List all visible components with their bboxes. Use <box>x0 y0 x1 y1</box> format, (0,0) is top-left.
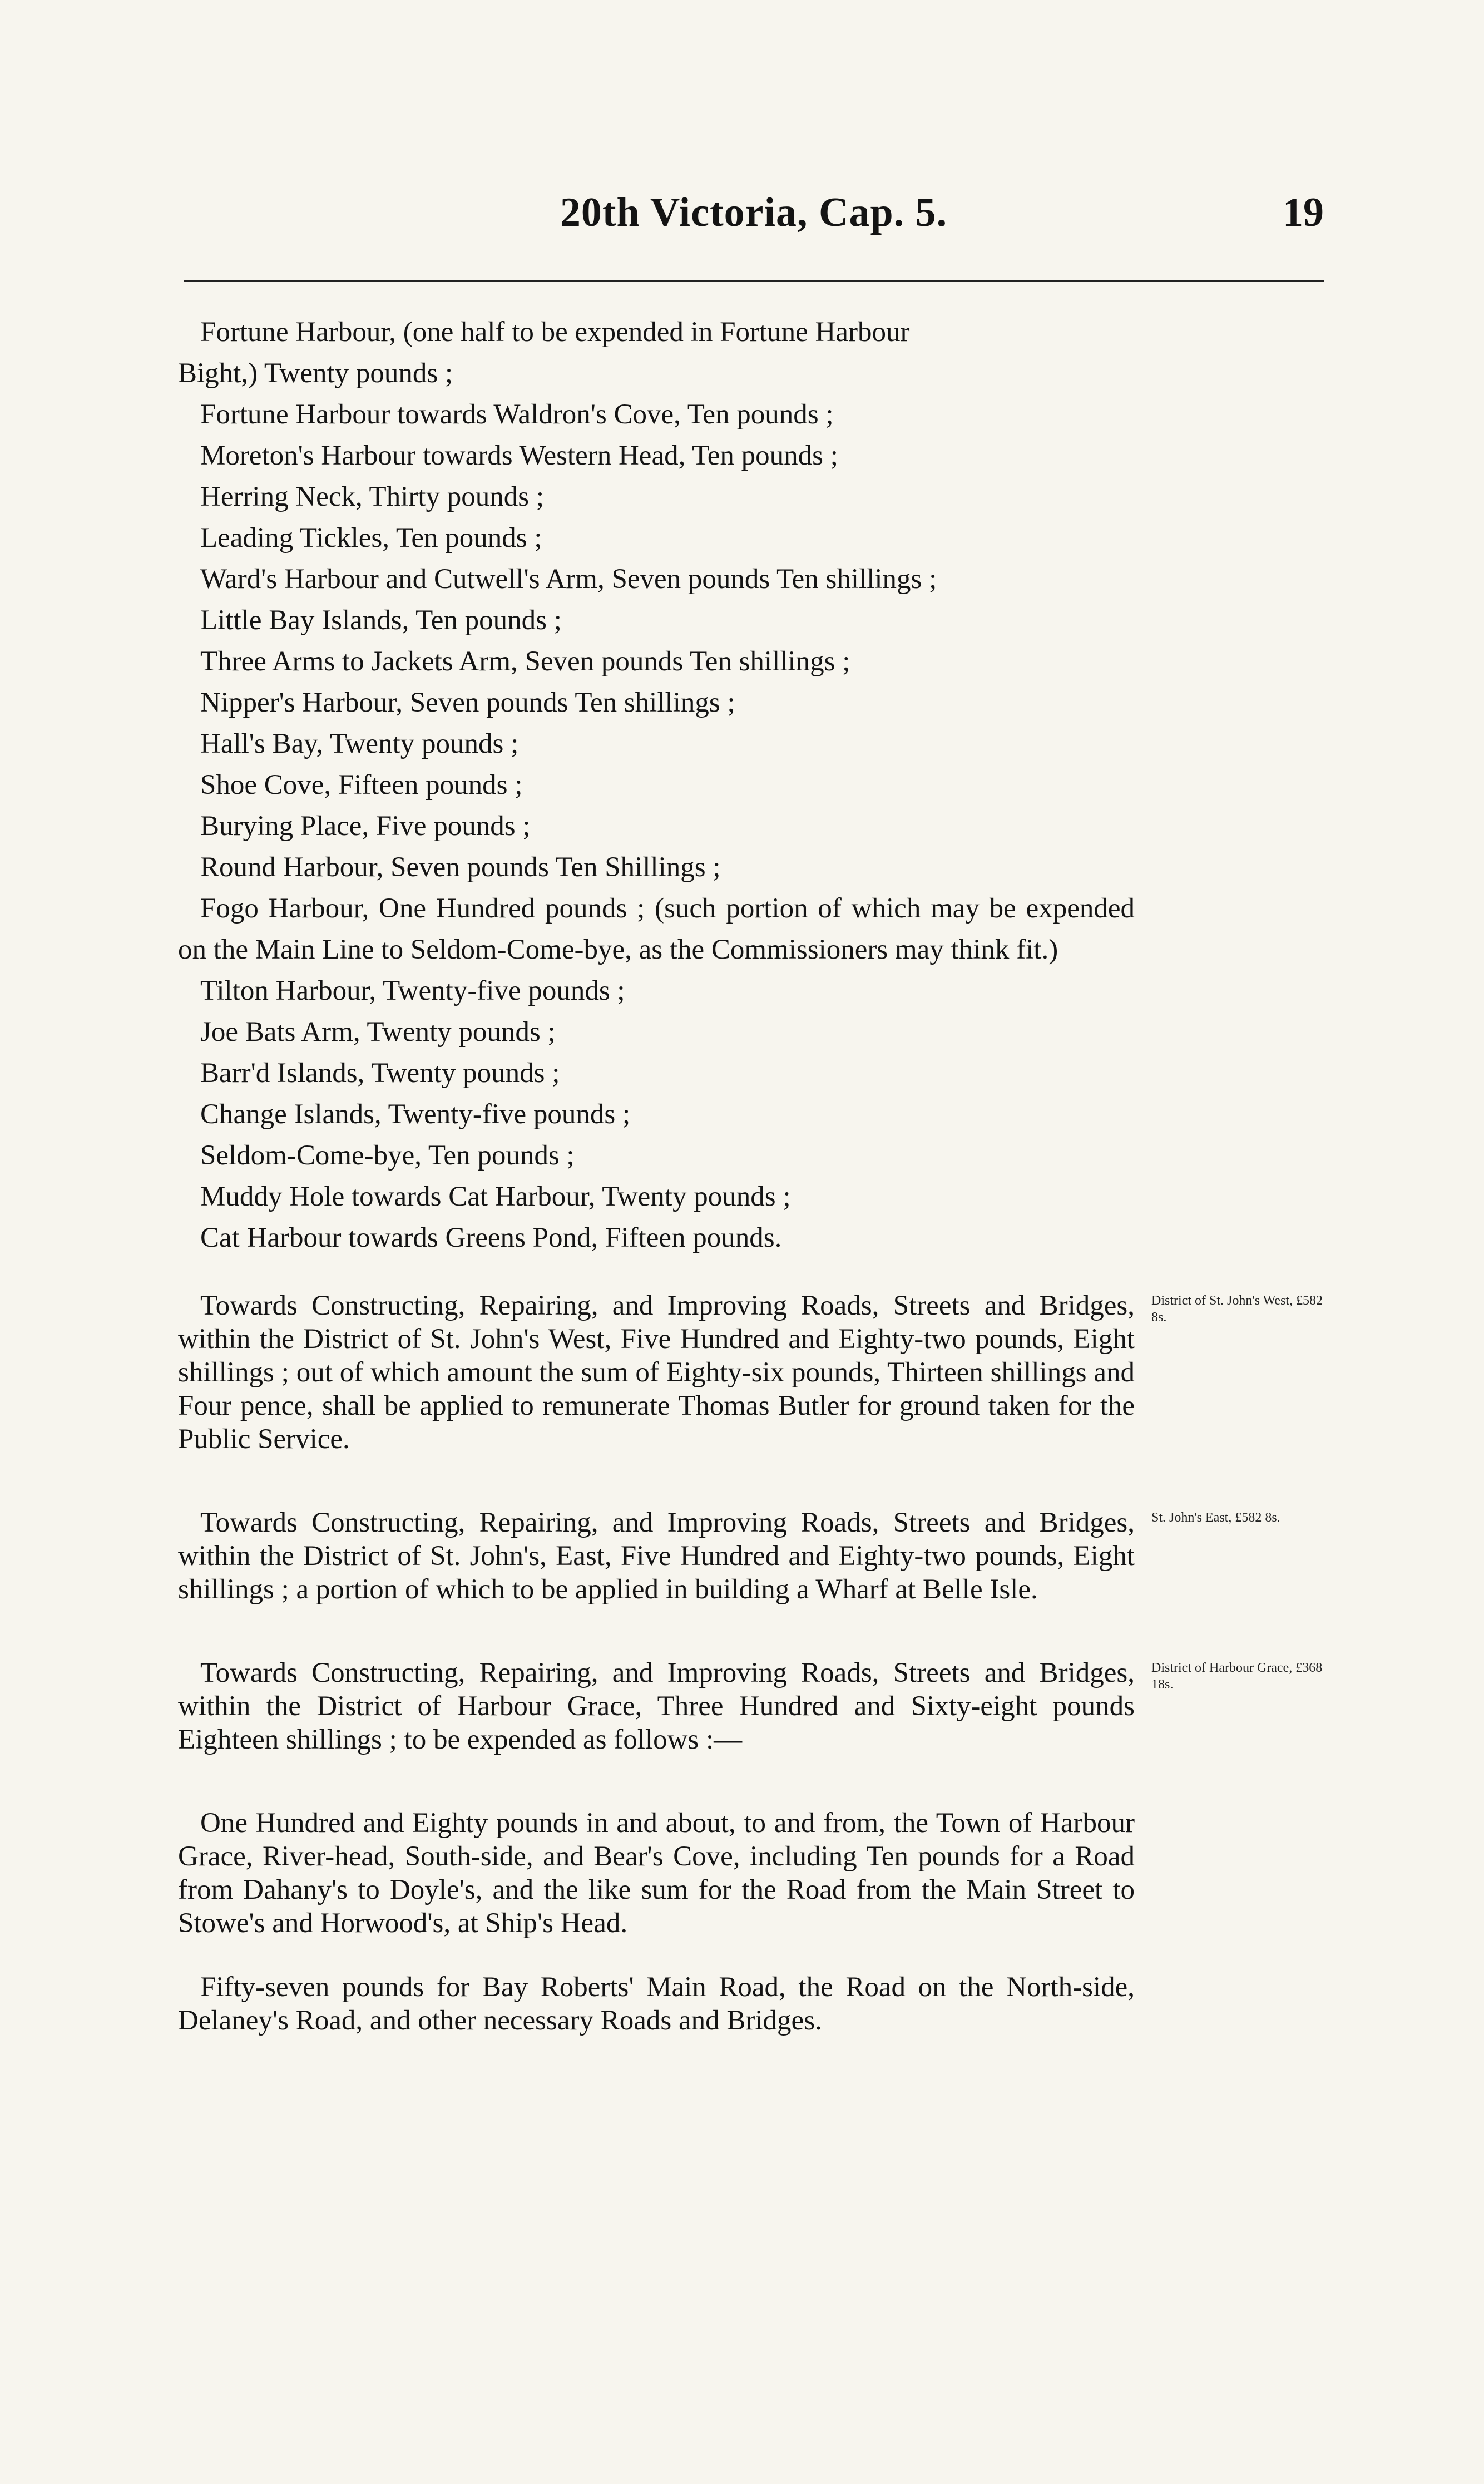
section-bay-roberts <box>178 1971 1135 2037</box>
list-line: Change Islands, Twenty-five pounds ; <box>200 1099 631 1130</box>
list-line: Seldom-Come-bye, Ten pounds ; <box>200 1140 575 1171</box>
list-line: Ward's Harbour and Cutwell's Arm, Seven pounds Ten shillings ; <box>200 564 937 595</box>
marginal-note: District of St. John's West, £582 8s. <box>1151 1293 1323 1325</box>
section-paragraph: Towards Constructing, Repairing, and Improving Roads, Streets and Bridges, within the District of Harbour Grace, Three Hundred and Sixty-eight pounds Eighteen shillings ; to be expended as follows :— <box>178 1657 1135 1755</box>
section-st-johns-west <box>178 1289 1323 1456</box>
list-line: Fortune Harbour, (one half to be expended in Fortune Harbour <box>200 317 910 348</box>
body-text <box>178 312 1323 2037</box>
list-paragraph: Fogo Harbour, One Hundred pounds ; (such portion of which may be expended on the Main Line to Seldom-Come-bye, as the Commissioners may think fit.) <box>178 893 1135 965</box>
section-harbour-grace-town <box>178 1806 1135 1940</box>
page-number: 19 <box>1283 190 1324 235</box>
section-paragraph: Towards Constructing, Repairing, and Improving Roads, Streets and Bridges, within the District of St. John's, East, Five Hundred and Eighty-two pounds, Eight shillings ; a portion of which to be applied in building a Wharf at Belle Isle. <box>178 1507 1135 1605</box>
section-st-johns-east <box>178 1506 1280 1606</box>
list-line: Nipper's Harbour, Seven pounds Ten shillings ; <box>200 687 735 718</box>
list-line: Herring Neck, Thirty pounds ; <box>200 481 545 512</box>
list-line: Shoe Cove, Fifteen pounds ; <box>200 769 523 801</box>
list-line: Cat Harbour towards Greens Pond, Fifteen pounds. <box>200 1222 782 1253</box>
list-line: Burying Place, Five pounds ; <box>200 811 531 842</box>
section-paragraph: Towards Constructing, Repairing, and Improving Roads, Streets and Bridges, within the District of St. John's West, Five Hundred and Eighty-two pounds, Eight shillings ; out of which amount the sum of Eighty-six pounds, Thirteen shillings and Four pence, shall be applied to remunerate Thomas Butler for ground taken for the Public Service. <box>178 1290 1135 1455</box>
list-line: Three Arms to Jackets Arm, Seven pounds Ten shillings ; <box>200 646 850 677</box>
list-line: Moreton's Harbour towards Western Head, Ten pounds ; <box>200 440 838 471</box>
marginal-note: St. John's East, £582 8s. <box>1151 1510 1280 1525</box>
list-line: Muddy Hole towards Cat Harbour, Twenty pounds ; <box>200 1181 791 1212</box>
list-line: Fortune Harbour towards Waldron's Cove, Ten pounds ; <box>200 399 834 430</box>
list-line: Bight,) Twenty pounds ; <box>178 358 453 389</box>
list-line: Joe Bats Arm, Twenty pounds ; <box>200 1016 556 1048</box>
section-paragraph: One Hundred and Eighty pounds in and about, to and from, the Town of Harbour Grace, River-head, South-side, and Bear's Cove, including Ten pounds for a Road from Dahany's to Doyle's, and the like sum for the Road from the Main Street to Stowe's and Horwood's, at Ship's Head. <box>178 1808 1135 1939</box>
list-line: Little Bay Islands, Ten pounds ; <box>200 605 562 636</box>
list-line: Barr'd Islands, Twenty pounds ; <box>200 1058 560 1089</box>
section-harbour-grace <box>178 1656 1323 1756</box>
running-title: 20th Victoria, Cap. 5. <box>560 190 948 235</box>
list-line: Leading Tickles, Ten pounds ; <box>200 522 542 554</box>
section-paragraph: Fifty-seven pounds for Bay Roberts' Main Road, the Road on the North-side, Delaney's Road, and other necessary Roads and Bridges. <box>178 1972 1135 2036</box>
page-header <box>184 189 1324 256</box>
list-line: Hall's Bay, Twenty pounds ; <box>200 728 519 759</box>
list-line: Round Harbour, Seven pounds Ten Shillings ; <box>200 852 721 883</box>
list-line: Tilton Harbour, Twenty-five pounds ; <box>200 975 625 1006</box>
header-rule <box>184 280 1324 282</box>
marginal-note: District of Harbour Grace, £368 18s. <box>1151 1661 1323 1692</box>
